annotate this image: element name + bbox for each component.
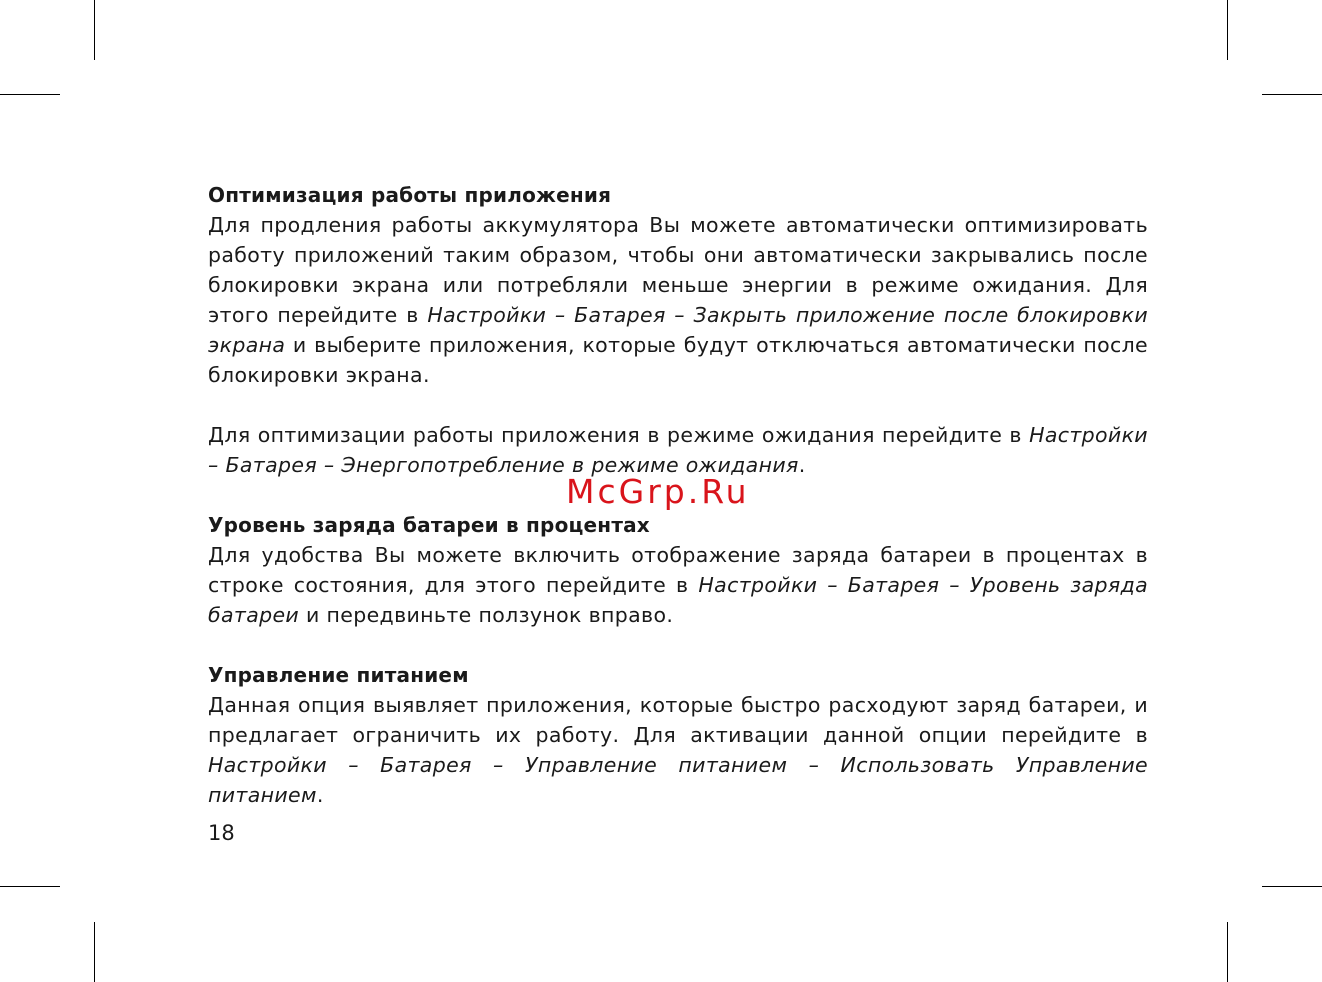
crop-mark-top-left-horizontal — [0, 94, 60, 95]
section-paragraph — [208, 690, 1148, 810]
section-heading: Уровень заряда батареи в процентах — [208, 513, 650, 537]
paragraph-text: . — [316, 783, 324, 807]
section-power-management — [208, 660, 1148, 810]
crop-mark-bottom-right-vertical — [1227, 922, 1228, 982]
crop-mark-bottom-left-horizontal — [0, 886, 60, 887]
section-battery-percentage — [208, 510, 1148, 630]
settings-path: Настройки – Батарея – Уровень заряда батареи — [208, 573, 1149, 627]
paragraph-text: . — [798, 453, 806, 477]
settings-path: Настройки – Батарея – Управление питанием – Использовать Управление питанием — [208, 753, 1148, 807]
crop-mark-bottom-right-horizontal — [1262, 886, 1322, 887]
paragraph-text: Для продления работы аккумулятора Вы можете автоматически оптимизировать работу приложений таким образом, чтобы они автоматически закрывались после блокировки экрана или потребляли меньше энергии в режиме ожидания. Для этого перейдите в — [208, 213, 1148, 327]
crop-mark-bottom-left-vertical — [94, 922, 95, 982]
paragraph-text: Для удобства Вы можете включить отображение заряда батареи в процентах в строке состояния, для этого перейдите в — [208, 543, 1148, 597]
crop-mark-top-left-vertical — [94, 0, 95, 60]
crop-mark-top-right-vertical — [1227, 0, 1228, 60]
paragraph-text: и передвиньте ползунок вправо. — [299, 603, 674, 627]
crop-mark-top-right-horizontal — [1262, 94, 1322, 95]
section-heading: Оптимизация работы приложения — [208, 183, 612, 207]
settings-path: Настройки – Батарея – Энергопотребление в режиме ожидания — [208, 423, 1148, 477]
paragraph-text: Данная опция выявляет приложения, которые быстро расходуют заряд батареи, и предлагает ограничить их работу. Для активации данной опции перейдите в — [208, 693, 1148, 747]
section-paragraph — [208, 210, 1148, 390]
watermark-logo: McGrp.Ru — [566, 472, 750, 511]
paragraph-text: Для оптимизации работы приложения в режиме ожидания перейдите в — [208, 423, 1030, 447]
section-app-optimization — [208, 180, 1148, 480]
settings-path: Настройки – Батарея – Закрыть приложение после блокировки экрана — [208, 303, 1148, 357]
section-heading: Управление питанием — [208, 663, 469, 687]
page-number: 18 — [208, 821, 235, 845]
section-paragraph — [208, 540, 1148, 630]
paragraph-text: и выберите приложения, которые будут отключаться автоматически после блокировки экрана. — [208, 333, 1148, 387]
